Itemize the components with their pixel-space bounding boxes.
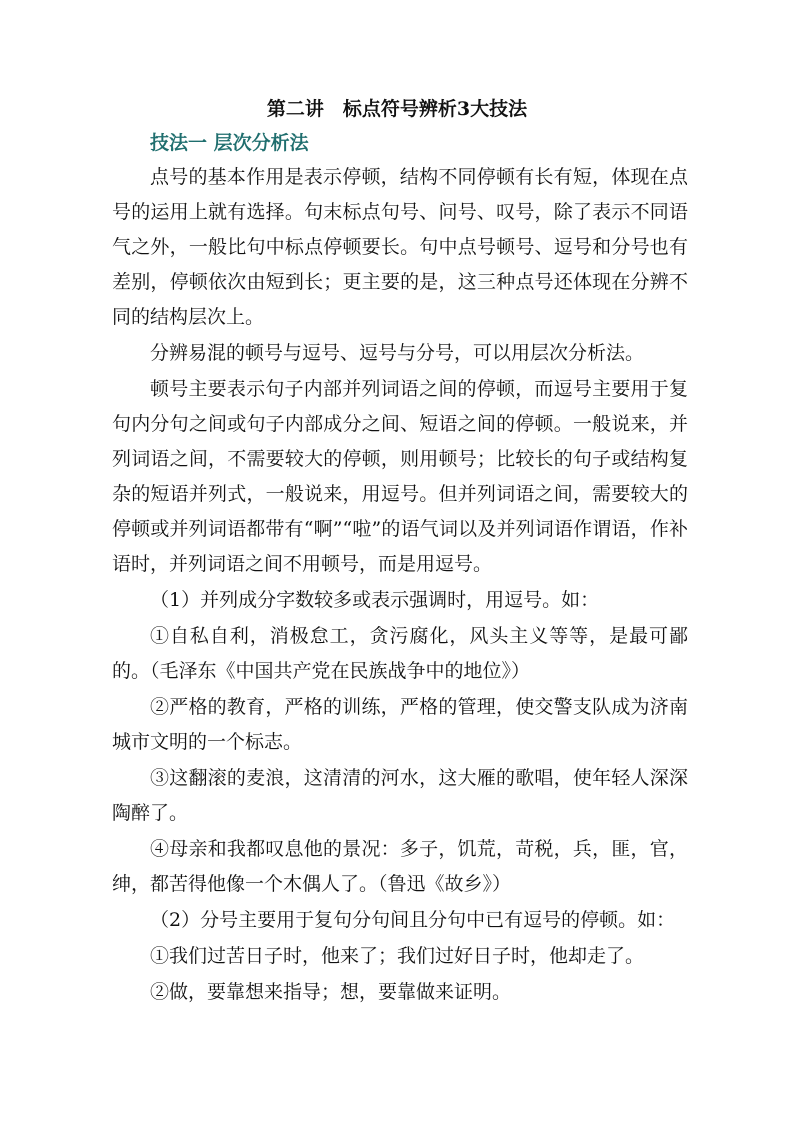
example-3: ③这翻滚的麦浪，这清清的河水，这大雁的歌唱，使年轻人深深陶醉了。 bbox=[112, 767, 688, 824]
example-2: ②严格的教育，严格的训练，严格的管理，使交警支队成为济南城市文明的一个标志。 bbox=[112, 696, 688, 753]
example-5: ①我们过苦日子时，他来了；我们过好日子时，他却走了。 bbox=[150, 945, 645, 967]
section-heading: 技法一 层次分析法 bbox=[150, 132, 309, 154]
document-body bbox=[112, 160, 688, 1011]
example-6: ②做，要靠想来指导；想，要靠做来证明。 bbox=[150, 981, 512, 1003]
paragraph-intro: 点号的基本作用是表示停顿，结构不同停顿有长有短，体现在点号的运用上就有选择。句末标点句号、问号、叹号，除了表示不同语气之外，一般比句中标点停顿要长。句中点号顿号、逗号和分号也有差别，停顿依次由短到长；更主要的是，这三种点号还体现在分辨不同的结构层次上。 bbox=[112, 166, 688, 328]
page-title: 第二讲 标点符号辨析3大技法 bbox=[266, 98, 528, 120]
example-1: ①自私自利，消极怠工，贪污腐化，风头主义等等，是最可鄙的。（毛泽东《中国共产党在民族战争中的地位》） bbox=[112, 625, 688, 682]
rule-heading-2: （2）分号主要用于复句分句间且分句中已有逗号的停顿。如： bbox=[150, 909, 676, 931]
paragraph-method: 分辨易混的顿号与逗号、逗号与分号，可以用层次分析法。 bbox=[150, 342, 645, 364]
paragraph-comma-rule: 顿号主要表示句子内部并列词语之间的停顿，而逗号主要用于复句内分句之间或句子内部成分之间、短语之间的停顿。一般说来，并列词语之间，不需要较大的停顿，则用顿号；比较长的句子或结构复杂的短语并列式，一般说来，用逗号。但并列词语之间，需要较大的停顿或并列词语都带有“啊”“啦”的语气词以及并列词语作谓语，作补语时，并列词语之间不用顿号，而是用逗号。 bbox=[112, 378, 688, 575]
rule-heading-1: （1）并列成分字数较多或表示强调时，用逗号。如： bbox=[150, 589, 600, 611]
example-4: ④母亲和我都叹息他的景况：多子，饥荒，苛税，兵，匪，官，绅，都苦得他像一个木偶人了。（鲁迅《故乡》） bbox=[112, 838, 688, 895]
